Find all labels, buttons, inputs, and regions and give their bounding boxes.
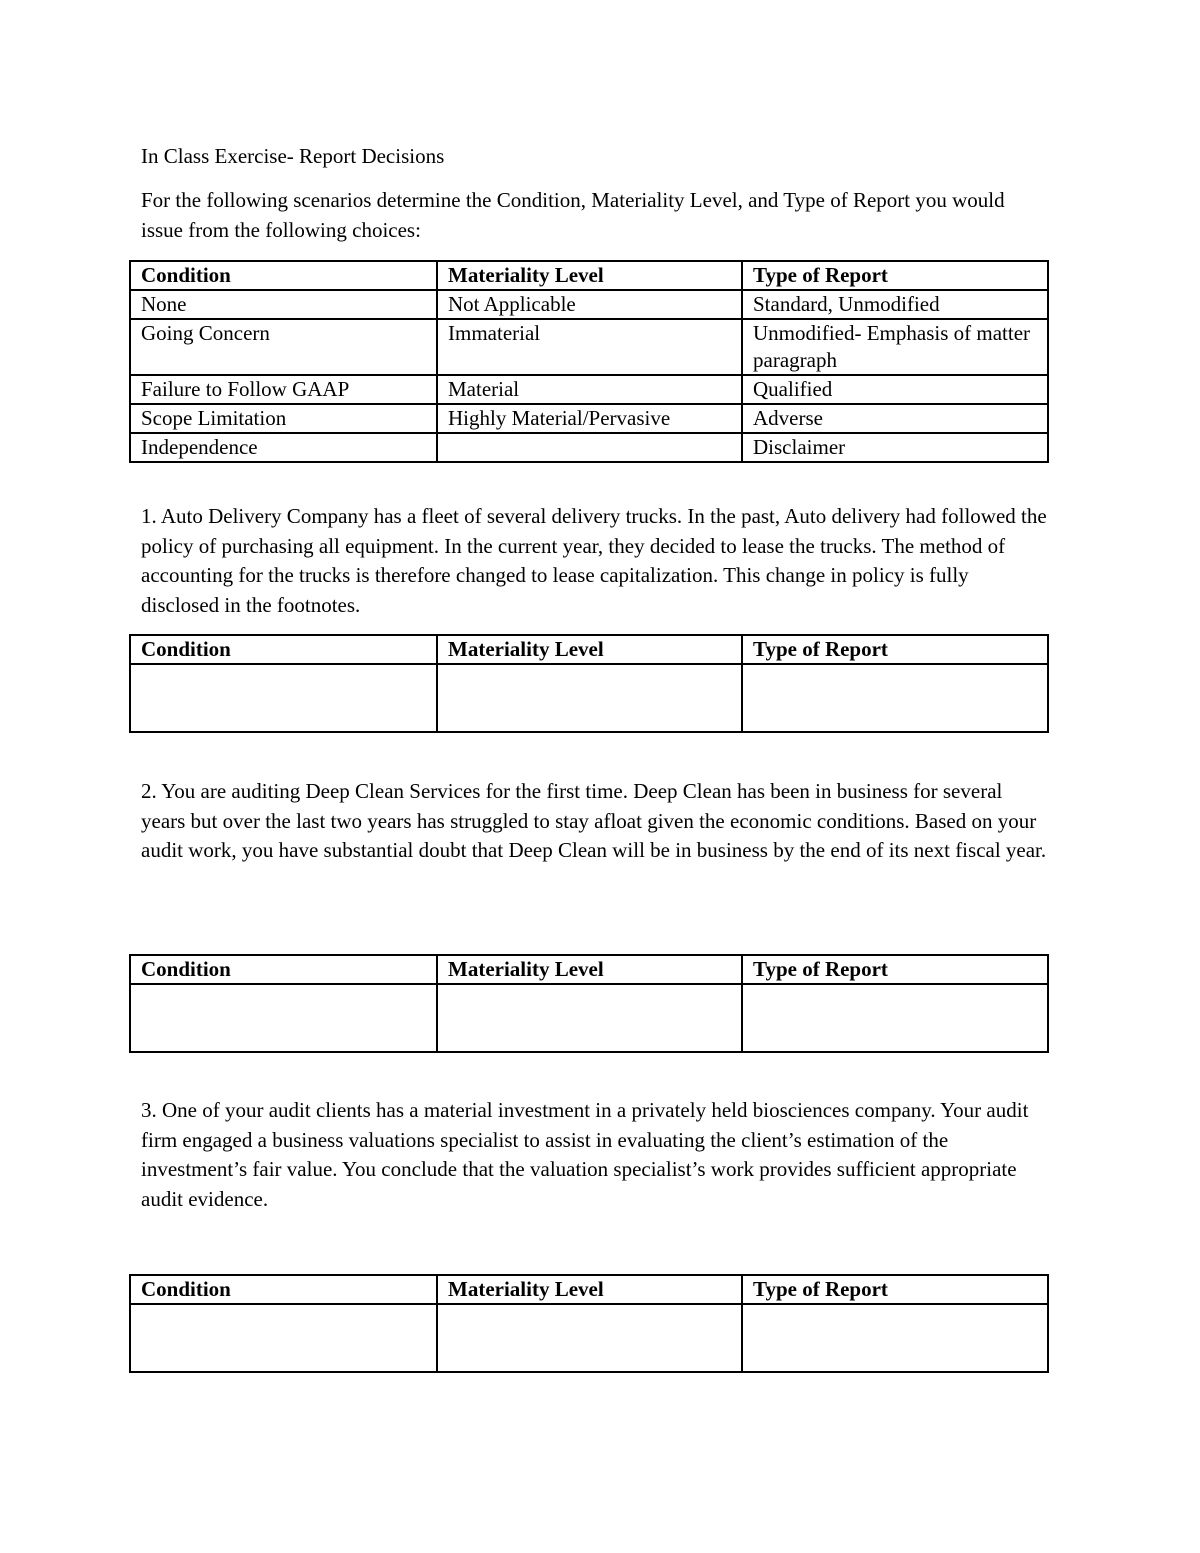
choice-report: Disclaimer: [742, 433, 1048, 462]
choice-report: Standard, Unmodified: [742, 290, 1048, 319]
choice-condition: Independence: [130, 433, 437, 462]
intro-paragraph: For the following scenarios determine the Condition, Materiality Level, and Type of Report you would issue from the following choices:: [141, 188, 1005, 242]
header-materiality: Materiality Level: [437, 955, 742, 984]
answer-row: [130, 984, 1048, 1052]
choice-report: Adverse: [742, 404, 1048, 433]
scenario-1-answer-table: [129, 634, 1049, 733]
table-row: [130, 404, 1048, 433]
choice-report: Qualified: [742, 375, 1048, 404]
choice-condition: Failure to Follow GAAP: [130, 375, 437, 404]
answer-report-cell[interactable]: [742, 984, 1048, 1052]
table-row: [130, 375, 1048, 404]
table-row: [130, 290, 1048, 319]
choice-condition: Scope Limitation: [130, 404, 437, 433]
choice-report: Unmodified- Emphasis of matter paragraph: [742, 319, 1048, 375]
header-condition: Condition: [130, 635, 437, 664]
header-condition: Condition: [130, 261, 437, 290]
choice-materiality: Immaterial: [437, 319, 742, 375]
choices-header-row: [130, 261, 1048, 290]
answer-report-cell[interactable]: [742, 1304, 1048, 1372]
header-report: Type of Report: [742, 955, 1048, 984]
answer-header-row: [130, 1275, 1048, 1304]
answer-condition-cell[interactable]: [130, 1304, 437, 1372]
answer-condition-cell[interactable]: [130, 984, 437, 1052]
document-title: In Class Exercise- Report Decisions: [141, 144, 445, 168]
header-materiality: Materiality Level: [437, 635, 742, 664]
answer-materiality-cell[interactable]: [437, 984, 742, 1052]
header-condition: Condition: [130, 1275, 437, 1304]
scenario-3-answer-table: [129, 1274, 1049, 1373]
answer-row: [130, 664, 1048, 732]
scenario-2-text: 2. You are auditing Deep Clean Services for the first time. Deep Clean has been in business for several years but over the last two years has struggled to stay afloat given the economic conditions. Based on your audit work, you have substantial doubt that Deep Clean will be in business by the end of its next fiscal year.: [141, 779, 1047, 862]
choice-materiality: Highly Material/Pervasive: [437, 404, 742, 433]
scenario-1-text: 1. Auto Delivery Company has a fleet of several delivery trucks. In the past, Auto delivery had followed the policy of purchasing all equipment. In the current year, they decided to lease the trucks. The method of accounting for the trucks is therefore changed to lease capitalization. This change in policy is fully disclosed in the footnotes.: [141, 504, 1047, 617]
choice-materiality: Not Applicable: [437, 290, 742, 319]
answer-header-row: [130, 955, 1048, 984]
choice-materiality: [437, 433, 742, 462]
choices-table: [129, 260, 1049, 463]
header-report: Type of Report: [742, 1275, 1048, 1304]
table-row: [130, 319, 1048, 375]
answer-materiality-cell[interactable]: [437, 1304, 742, 1372]
answer-condition-cell[interactable]: [130, 664, 437, 732]
header-materiality: Materiality Level: [437, 1275, 742, 1304]
header-condition: Condition: [130, 955, 437, 984]
answer-materiality-cell[interactable]: [437, 664, 742, 732]
table-row: [130, 433, 1048, 462]
header-report: Type of Report: [742, 635, 1048, 664]
answer-header-row: [130, 635, 1048, 664]
choice-materiality: Material: [437, 375, 742, 404]
header-report: Type of Report: [742, 261, 1048, 290]
scenario-3-text: 3. One of your audit clients has a material investment in a privately held biosciences company. Your audit firm engaged a business valuations specialist to assist in evaluating the client’s estimation of the investment’s fair value. You conclude that the valuation specialist’s work provides sufficient appropriate audit evidence.: [141, 1098, 1029, 1211]
answer-report-cell[interactable]: [742, 664, 1048, 732]
answer-row: [130, 1304, 1048, 1372]
scenario-2-answer-table: [129, 954, 1049, 1053]
choice-condition: Going Concern: [130, 319, 437, 375]
header-materiality: Materiality Level: [437, 261, 742, 290]
choice-condition: None: [130, 290, 437, 319]
